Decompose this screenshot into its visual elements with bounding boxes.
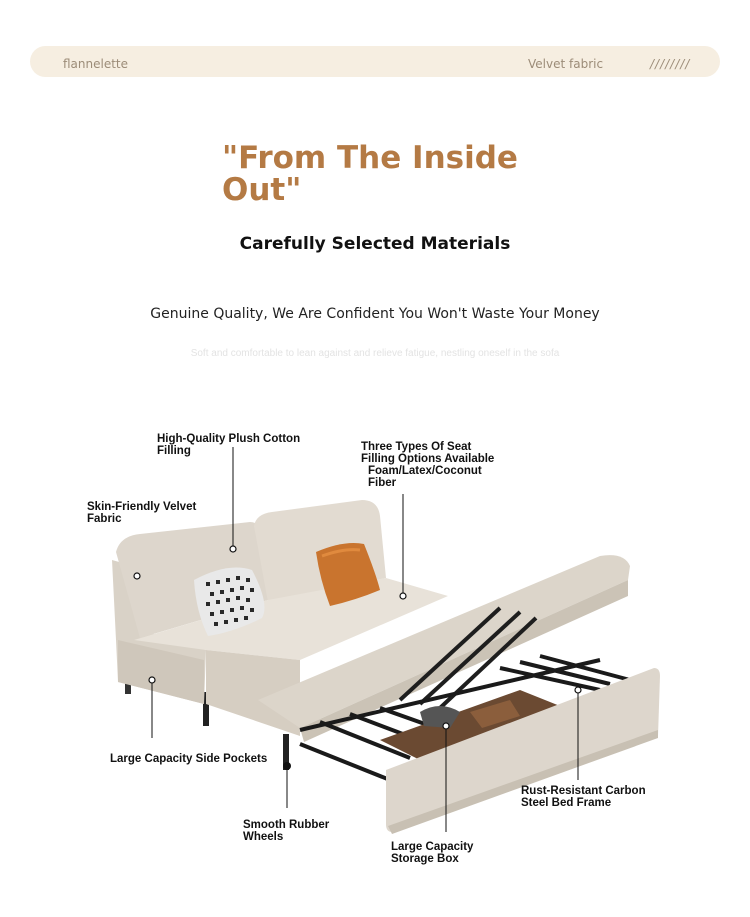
banner-marks: ////////	[650, 57, 691, 71]
callout-line: Filling	[157, 445, 191, 457]
callout-line: High-Quality Plush Cotton	[157, 433, 301, 445]
callout-frame	[521, 785, 646, 809]
banner-left-label: flannelette	[63, 57, 129, 71]
callout-line: Fiber	[368, 477, 397, 489]
headline-line-2: Out"	[222, 172, 302, 208]
callout-wheels	[243, 819, 329, 843]
banner-right-label: Velvet fabric	[528, 57, 604, 71]
callout-plush-cotton	[157, 433, 300, 457]
callout-line: Filling Options Available	[361, 453, 495, 465]
tagline: Genuine Quality, We Are Confident You Won't Waste Your Money	[150, 306, 600, 322]
callout-line: Fabric	[87, 513, 122, 525]
headline-line-1: "From The Inside	[222, 140, 518, 176]
callout-line: Large Capacity	[391, 841, 474, 853]
callout-line: Skin-Friendly Velvet	[87, 501, 197, 513]
callout-velvet	[87, 501, 196, 525]
callout-line: Smooth Rubber	[243, 819, 330, 831]
faint-caption: Soft and comfortable to lean against and relieve fatigue, nestling oneself in the sofa	[190, 348, 560, 359]
callout-line: Steel Bed Frame	[521, 797, 612, 809]
callout-line: Wheels	[243, 831, 284, 843]
callout-line: Rust-Resistant Carbon	[521, 785, 646, 797]
callout-line: Storage Box	[391, 853, 459, 865]
callout-side-pockets: Large Capacity Side Pockets	[110, 753, 268, 765]
callout-line: Foam/Latex/Coconut	[368, 465, 482, 477]
subtitle: Carefully Selected Materials	[239, 234, 511, 254]
callout-line: Three Types Of Seat	[361, 441, 472, 453]
callout-seat-filling	[361, 441, 494, 489]
callout-storage	[391, 841, 473, 865]
